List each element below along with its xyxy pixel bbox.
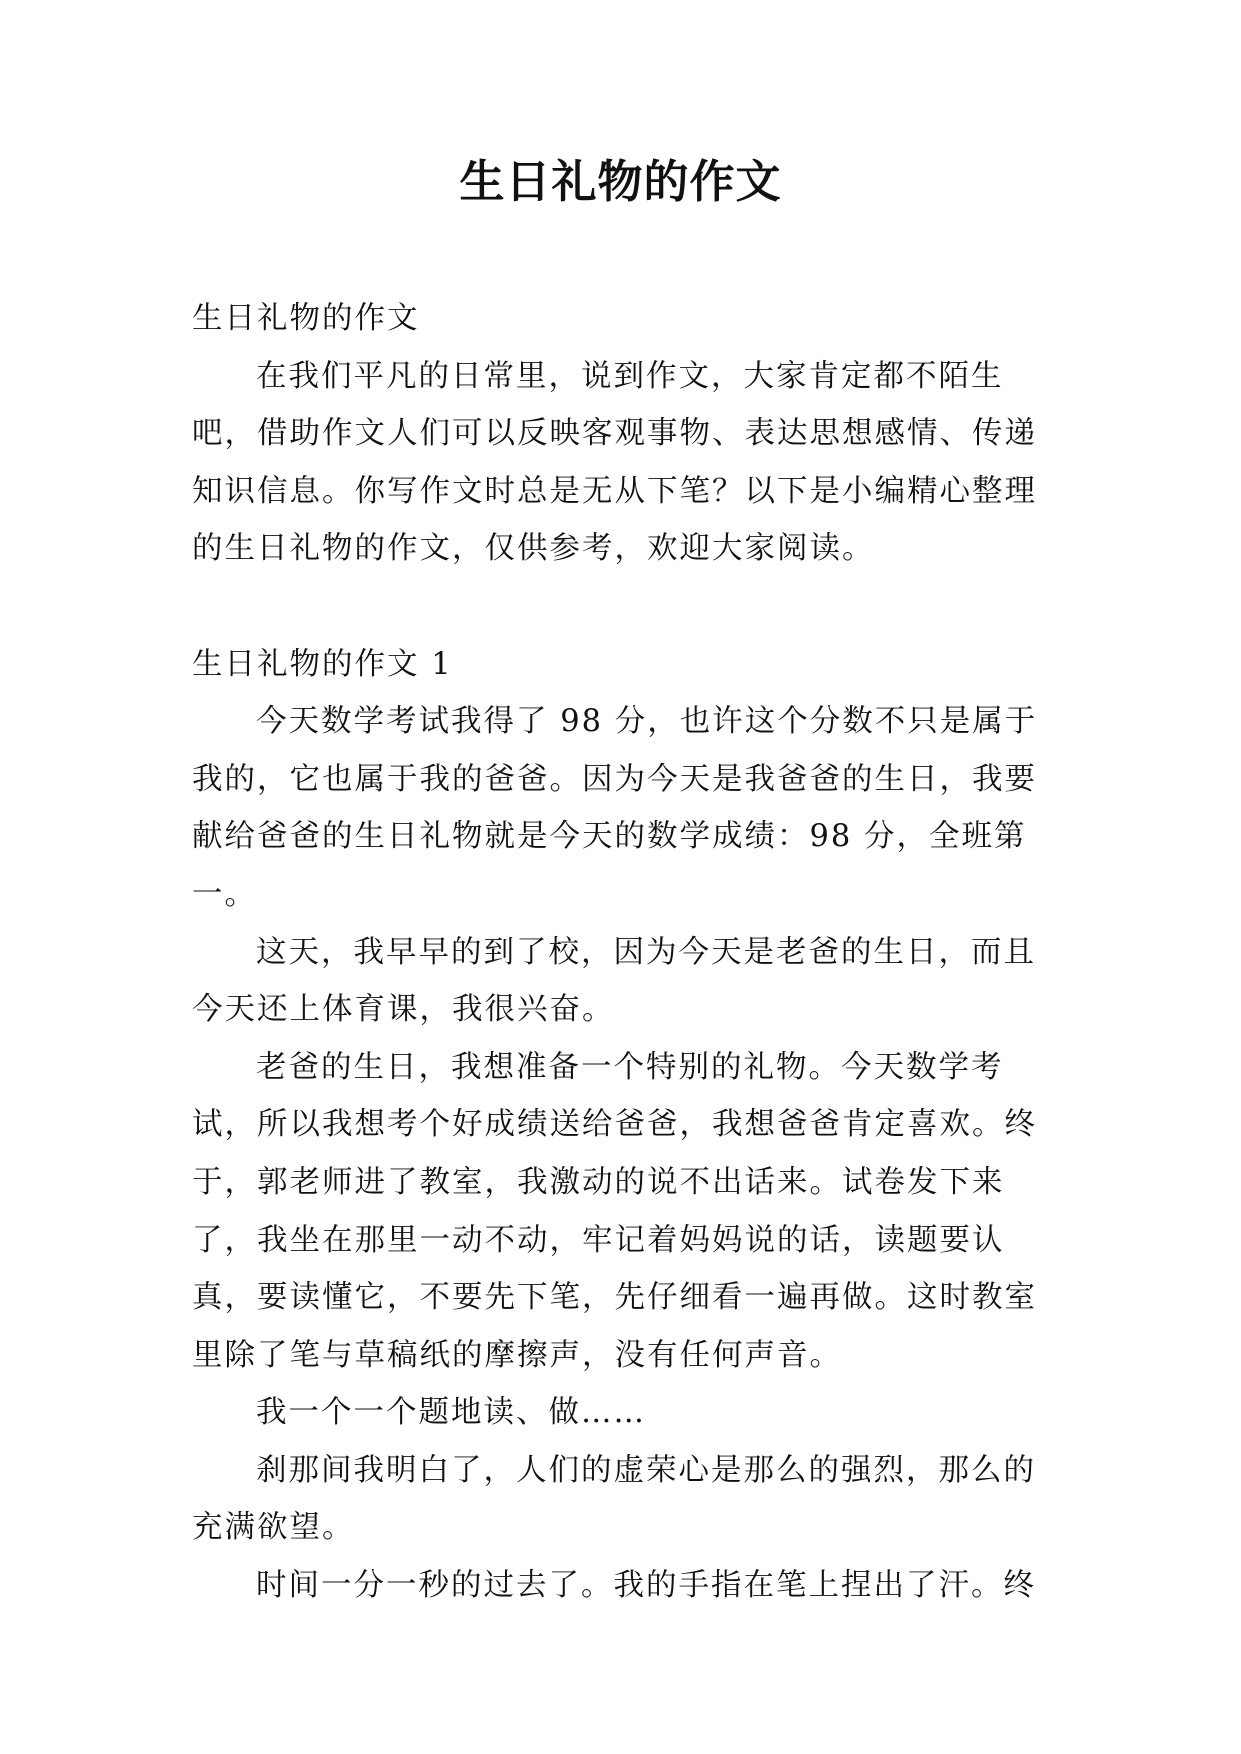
body-paragraph: 刹那间我明白了，人们的虚荣心是那么的强烈，那么的充满欲望。 [192, 1452, 1036, 1546]
document-body [192, 290, 1062, 1615]
intro-paragraph: 在我们平凡的日常里，说到作文，大家肯定都不陌生吧，借助作文人们可以反映客观事物、表达思想感情、传递知识信息。你写作文时总是无从下笔？以下是小编精心整理的生日礼物的作文，仅供参考，欢迎大家阅读。 [192, 358, 1037, 567]
document-title: 生日礼物的作文 [459, 155, 782, 208]
body-paragraph: 老爸的生日，我想准备一个特别的礼物。今天数学考试，所以我想考个好成绩送给爸爸，我想爸爸肯定喜欢。终于，郭老师进了教室，我激动的说不出话来。试卷发下来了，我坐在那里一动不动，牢记着妈妈说的话，读题要认真，要读懂它，不要先下笔，先仔细看一遍再做。这时教室里除了笔与草稿纸的摩擦声，没有任何声音。 [192, 1049, 1037, 1373]
body-paragraph: 我一个一个题地读、做…… [256, 1395, 646, 1431]
body-paragraph: 今天数学考试我得了 98 分，也许这个分数不只是属于我的，它也属于我的爸爸。因为今天是我爸爸的生日，我要献给爸爸的生日礼物就是今天的数学成绩：98 分，全班第一。 [192, 704, 1038, 912]
body-paragraph: 这天，我早早的到了校，因为今天是老爸的生日，而且今天还上体育课，我很兴奋。 [192, 934, 1036, 1028]
section-heading: 生日礼物的作文 1 [192, 646, 453, 682]
body-paragraph: 时间一分一秒的过去了。我的手指在笔上捏出了汗。终 [256, 1568, 1036, 1604]
intro-heading: 生日礼物的作文 [192, 301, 420, 336]
